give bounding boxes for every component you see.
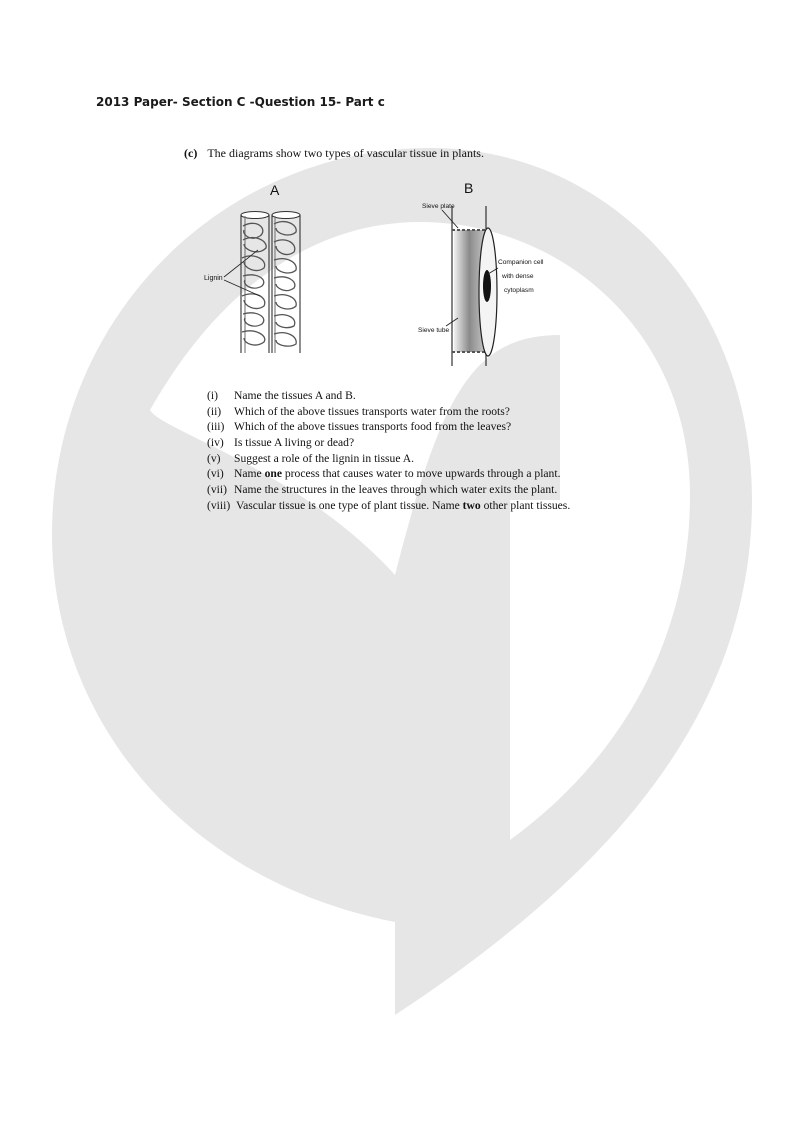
sub-question [207,435,570,451]
sub-question-text: Name the tissues A and B. [234,389,356,402]
diagram-a-title: A [270,182,280,198]
sub-question [207,466,570,482]
sub-question [207,482,570,498]
sub-question-text: Which of the above tissues transports food from the leaves? [234,420,512,434]
question-intro [184,146,484,161]
sub-question-number: (iii) [207,420,225,434]
sub-question [207,419,570,435]
sub-question-list [207,388,570,514]
sub-question-number: (vi) [207,467,224,481]
sieve-tube-label: Sieve tube [418,327,450,334]
sub-question-number: (i) [207,389,218,402]
sieve-plate-pointer [442,210,458,228]
emphasis-word: two [462,498,481,512]
sieve-plate-label: Sieve plate [422,203,455,210]
sub-question-text: Name the structures in the leaves through which water exits the plant. [234,483,558,497]
sub-question-number: (ii) [207,404,222,418]
sub-question-number: (viii) [207,498,231,512]
xylem-vessels [241,212,300,354]
sub-question-text: Which of the above tissues transports water from the roots? [234,404,510,418]
sub-question [207,404,570,420]
companion-cell-label-2: with dense [502,273,534,280]
part-label: (c) [184,146,198,160]
lignin-label: Lignin [204,275,223,282]
diagram-b-phloem [412,178,562,372]
intro-text: The diagrams show two types of vascular tissue in plants. [207,146,484,160]
companion-cell-label-3: cytoplasm [504,287,534,294]
companion-nucleus [483,270,491,302]
emphasis-word: one [264,467,282,481]
sub-question-number: (v) [207,451,221,465]
companion-cell-label-1: Companion cell [498,259,544,266]
sub-question [207,498,570,514]
sub-question-number: (vii) [207,483,227,497]
sub-question-text: Is tissue A living or dead? [234,436,355,450]
sub-question-text [234,466,560,482]
text-segment: other plant tissues. [480,498,571,512]
sub-question-text: Suggest a role of the lignin in tissue A. [234,451,415,465]
sub-question-text [236,498,570,514]
sub-question [207,451,570,467]
text-segment: Vascular tissue is one type of plant tissue. Name [236,498,463,512]
text-segment: Name [234,467,265,481]
diagram-b-title: B [464,180,474,196]
sub-question [207,388,570,404]
text-segment: process that causes water to move upwards through a plant. [281,467,561,481]
sub-question-number: (iv) [207,436,224,450]
page-heading: 2013 Paper- Section C -Question 15- Part c [96,95,385,109]
diagram-a-xylem [198,178,326,370]
